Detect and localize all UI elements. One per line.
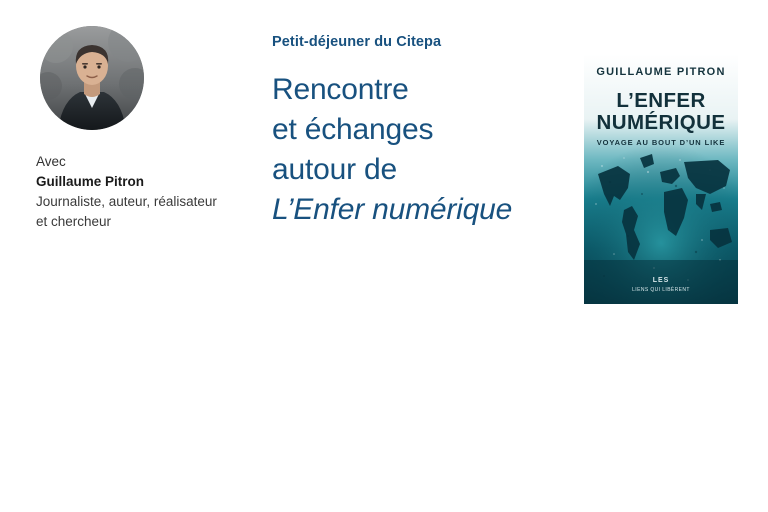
book-title-line1: L’ENFER — [616, 89, 706, 112]
page-title — [272, 70, 572, 230]
headline-line-3: autour de — [272, 152, 397, 186]
book-subtitle: VOYAGE AU BOUT D’UN LIKE — [596, 138, 726, 147]
book-author: GUILLAUME PITRON — [596, 66, 726, 78]
speaker-role-line2: et chercheur — [36, 214, 112, 230]
headline-line-4-book-title: L’Enfer numérique — [272, 192, 513, 226]
portrait-photo-icon — [40, 26, 144, 130]
publisher-name: LIENS QUI LIBÈRENT — [632, 286, 690, 293]
event-kicker: Petit-déjeuner du Citepa — [272, 34, 442, 50]
headline-line-2: et échanges — [272, 112, 434, 146]
avatar — [40, 26, 144, 130]
book-publisher — [584, 276, 738, 294]
book-title — [584, 90, 738, 134]
book-title-line2: NUMÉRIQUE — [596, 111, 726, 135]
headline-line-1: Rencontre — [272, 73, 409, 106]
speaker-role-line1: Journaliste, auteur, réalisateur — [36, 194, 217, 210]
book-cover — [584, 54, 738, 304]
speaker-with-label: Avec — [36, 154, 66, 169]
speaker-caption — [36, 152, 251, 232]
speaker-name: Guillaume Pitron — [36, 174, 145, 190]
title-block — [272, 34, 572, 230]
publisher-mark: LES — [652, 277, 670, 284]
speaker-block — [36, 26, 251, 232]
